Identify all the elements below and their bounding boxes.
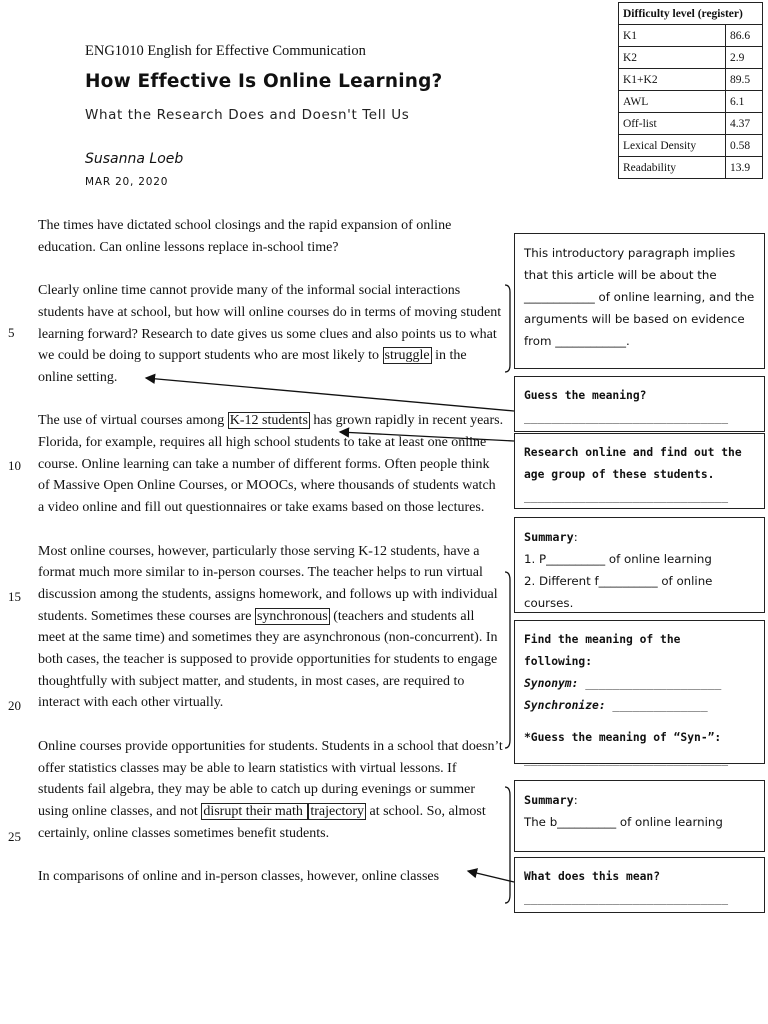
row-value: 86.6	[726, 25, 763, 47]
row-value: 4.37	[726, 113, 763, 135]
summary-text: The b__________ of online learning	[524, 815, 723, 829]
note-title: Guess the meaning?	[524, 389, 647, 402]
summary-item: 1. P__________ of online learning	[524, 552, 712, 566]
line-number: 15	[8, 589, 21, 604]
paragraph-1: The times have dictated school closings and the rapid expansion of online education. Can online lessons replace in-school time?	[38, 218, 452, 255]
row-value: 2.9	[726, 47, 763, 69]
note-summary-1: Summary: 1. P__________ of online learning 2. Different f__________ of online courses.	[514, 517, 765, 613]
bracket-paragraph-4	[505, 572, 510, 748]
note-title: Find the meaning of the following:	[524, 633, 681, 668]
line-number: 5	[8, 325, 15, 340]
row-label: K2	[619, 47, 726, 69]
highlight-synchronous: synchronous	[256, 608, 328, 624]
row-value: 6.1	[726, 91, 763, 113]
answer-blank: ______________________________	[524, 411, 729, 424]
author-name: Susanna Loeb	[85, 151, 184, 167]
article-subtitle: What the Research Does and Doesn't Tell Us	[85, 107, 410, 123]
arrow-to-k12	[340, 432, 514, 441]
arrow-to-struggle	[146, 378, 514, 411]
row-label: K1+K2	[619, 69, 726, 91]
bracket-paragraph-5	[505, 787, 510, 903]
line-number: 20	[8, 698, 21, 713]
paragraph-6: In comparisons of online and in-person classes, however, online classes	[38, 869, 440, 885]
row-label: Readability	[619, 157, 726, 179]
note-find-meaning: Find the meaning of the following: Synonym: ____________________ Synchronize: ______________ *Guess the meaning of “Syn-”: ______________________________	[514, 620, 765, 764]
row-value: 89.5	[726, 69, 763, 91]
line-number: 25	[8, 829, 21, 844]
answer-blank: ______________________________	[524, 753, 729, 766]
bracket-paragraph-2	[505, 285, 510, 372]
highlight-k12-students: K-12 students	[229, 413, 308, 429]
answer-blank: ______________________________	[524, 490, 729, 503]
line-number: 10	[8, 458, 21, 473]
course-code: ENG1010 English for Effective Communication	[85, 43, 366, 59]
highlight-disrupt-math: disrupt their math	[203, 803, 307, 819]
row-value: 13.9	[726, 157, 763, 179]
paragraph-4: Most online courses, however, particularly those serving K-12 students, have a format much more similar to in-person courses. The teacher helps to run virtual discussion among the students, assigns homework, and follows up with individual students. Sometimes these courses are synchronous (teachers and students all meet at the same time) and sometimes they are asynchronous (non-concurrent). In both cases, the teacher is supposed to provide opportunities for students to engage thoughtfully with subject matter, and students, in most cases, are required to interact with each other virtually.	[38, 543, 498, 711]
answer-blank: ______________________________	[524, 892, 729, 905]
highlight-trajectory: trajectory	[310, 803, 364, 819]
row-label: Off-list	[619, 113, 726, 135]
publish-date: MAR 20, 2020	[85, 176, 169, 188]
note-title: Summary	[524, 530, 574, 544]
note-title: What does this mean?	[524, 870, 661, 883]
difficulty-table-header: Difficulty level (register)	[619, 3, 763, 25]
note-summary-2: Summary: The b__________ of online learning	[514, 780, 765, 852]
highlight-struggle: struggle	[384, 348, 430, 364]
row-label: K1	[619, 25, 726, 47]
arrow-to-disrupt	[468, 871, 514, 882]
note-intro: This introductory paragraph implies that this article will be about the ____________ of online learning, and the arguments will be based on evidence from ____________.	[514, 233, 765, 369]
paragraph-2: Clearly online time cannot provide many of the informal social interactions students have at school, but how will online courses do in terms of moving student learning forward? Research to date gives us some clues and also points us to what we could be doing to support students who are most likely to struggle in the online setting.	[38, 283, 502, 385]
summary-item: 2. Different f__________ of online courses.	[524, 574, 713, 610]
row-value: 0.58	[726, 135, 763, 157]
paragraph-5: Online courses provide opportunities for students. Students in a school that doesn’t offer statistics classes may be able to learn statistics with virtual lessons. If students fail algebra, they may be able to catch up during evenings or summer using online classes, and not disrupt their math trajectory at school. So, almost certainly, online classes sometimes benefit students.	[38, 738, 503, 841]
note-title: Summary	[524, 793, 574, 807]
row-label: Lexical Density	[619, 135, 726, 157]
paragraph-3: The use of virtual courses among K-12 students has grown rapidly in recent years. Florida, for example, requires all high school students to take at least one online course. Online learning can take a number of different forms. Often people think of Massive Open Online Courses, or MOOCs, where thousands of students watch a video online and fill out questionnaires or take exams based on those lectures.	[38, 413, 504, 516]
article-title: How Effective Is Online Learning?	[85, 71, 443, 92]
syn-prompt: *Guess the meaning of “Syn-”:	[524, 731, 722, 744]
note-title: Research online and find out the age group of these students.	[524, 446, 742, 481]
row-label: AWL	[619, 91, 726, 113]
